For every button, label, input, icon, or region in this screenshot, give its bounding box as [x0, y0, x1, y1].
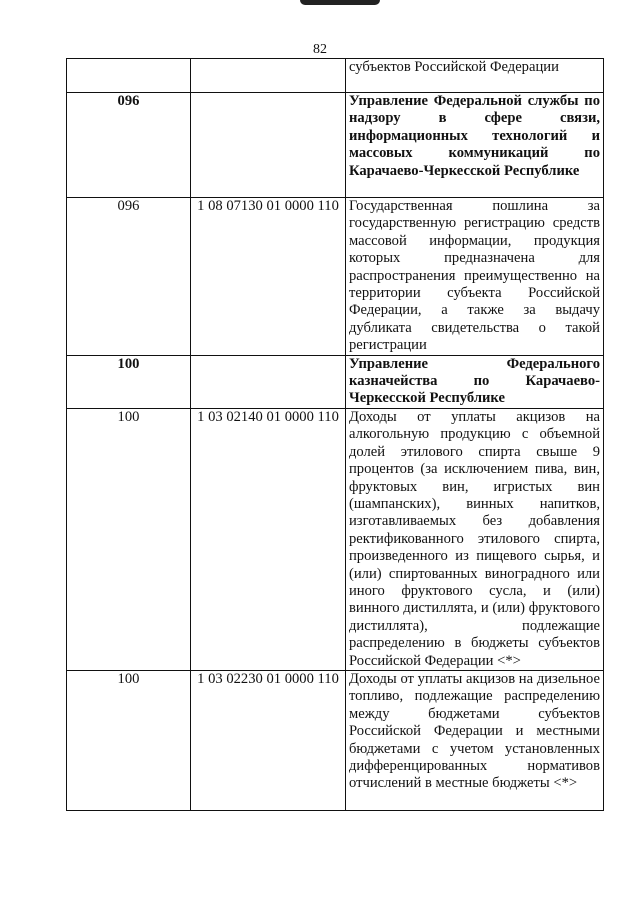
table-row [67, 59, 604, 93]
description-cell: Доходы от уплаты акцизов на алкогольную продукцию с объемной долей этилового спирта свыше 9 процентов (за исключением пива, вин, фруктовых вин, игристых вин (шампанских), винных напитков, изготавливаемых без добавления ректификованного этилового спирта, произведенного из пищевого сырья, и (или) спиртованных виноградного или иного фруктового сусла, и (или) винного дистиллята, и (или) фруктового дистиллята), подлежащие распределению в бюджеты субъектов Российской Федерации <*> [346, 408, 604, 670]
income-codes-table [66, 58, 604, 811]
description-cell: Доходы от уплаты акцизов на дизельное топливо, подлежащие распределению между бюджетами субъектов Российской Федерации и местными бюджетами с учетом установленных дифференцированных нормативов отчислений в местные бюджеты <*> [346, 670, 604, 810]
kbk-code-cell: 1 03 02140 01 0000 110 [191, 408, 346, 670]
kbk-code-cell: 1 08 07130 01 0000 110 [191, 198, 346, 356]
table-row [67, 198, 604, 356]
admin-code-cell: 100 [67, 408, 191, 670]
table-row [67, 93, 604, 198]
kbk-code-cell [191, 93, 346, 198]
table-row [67, 408, 604, 670]
agency-name-cell: Управление Федеральной службы по надзору в сфере связи, информационных технологий и массовых коммуникаций по Карачаево-Черкесской Республике [346, 93, 604, 198]
admin-code-cell: 096 [67, 198, 191, 356]
agency-name-cell: Управление Федерального казначейства по Карачаево-Черкесской Республике [346, 355, 604, 408]
admin-code-cell: 100 [67, 355, 191, 408]
page-number: 82 [313, 42, 327, 57]
kbk-code-cell [191, 59, 346, 93]
scan-binding-mark [300, 0, 380, 5]
table-row [67, 355, 604, 408]
admin-code-cell: 096 [67, 93, 191, 198]
kbk-code-cell [191, 355, 346, 408]
description-cell: субъектов Российской Федерации [346, 59, 604, 93]
description-cell: Государственная пошлина за государственную регистрацию средств массовой информации, продукция которых предназначена для распространения преимущественно на территории субъекта Российской Федерации, а также за выдачу дубликата свидетельства о такой регистрации [346, 198, 604, 356]
admin-code-cell [67, 59, 191, 93]
admin-code-cell: 100 [67, 670, 191, 810]
kbk-code-cell: 1 03 02230 01 0000 110 [191, 670, 346, 810]
table-row [67, 670, 604, 810]
